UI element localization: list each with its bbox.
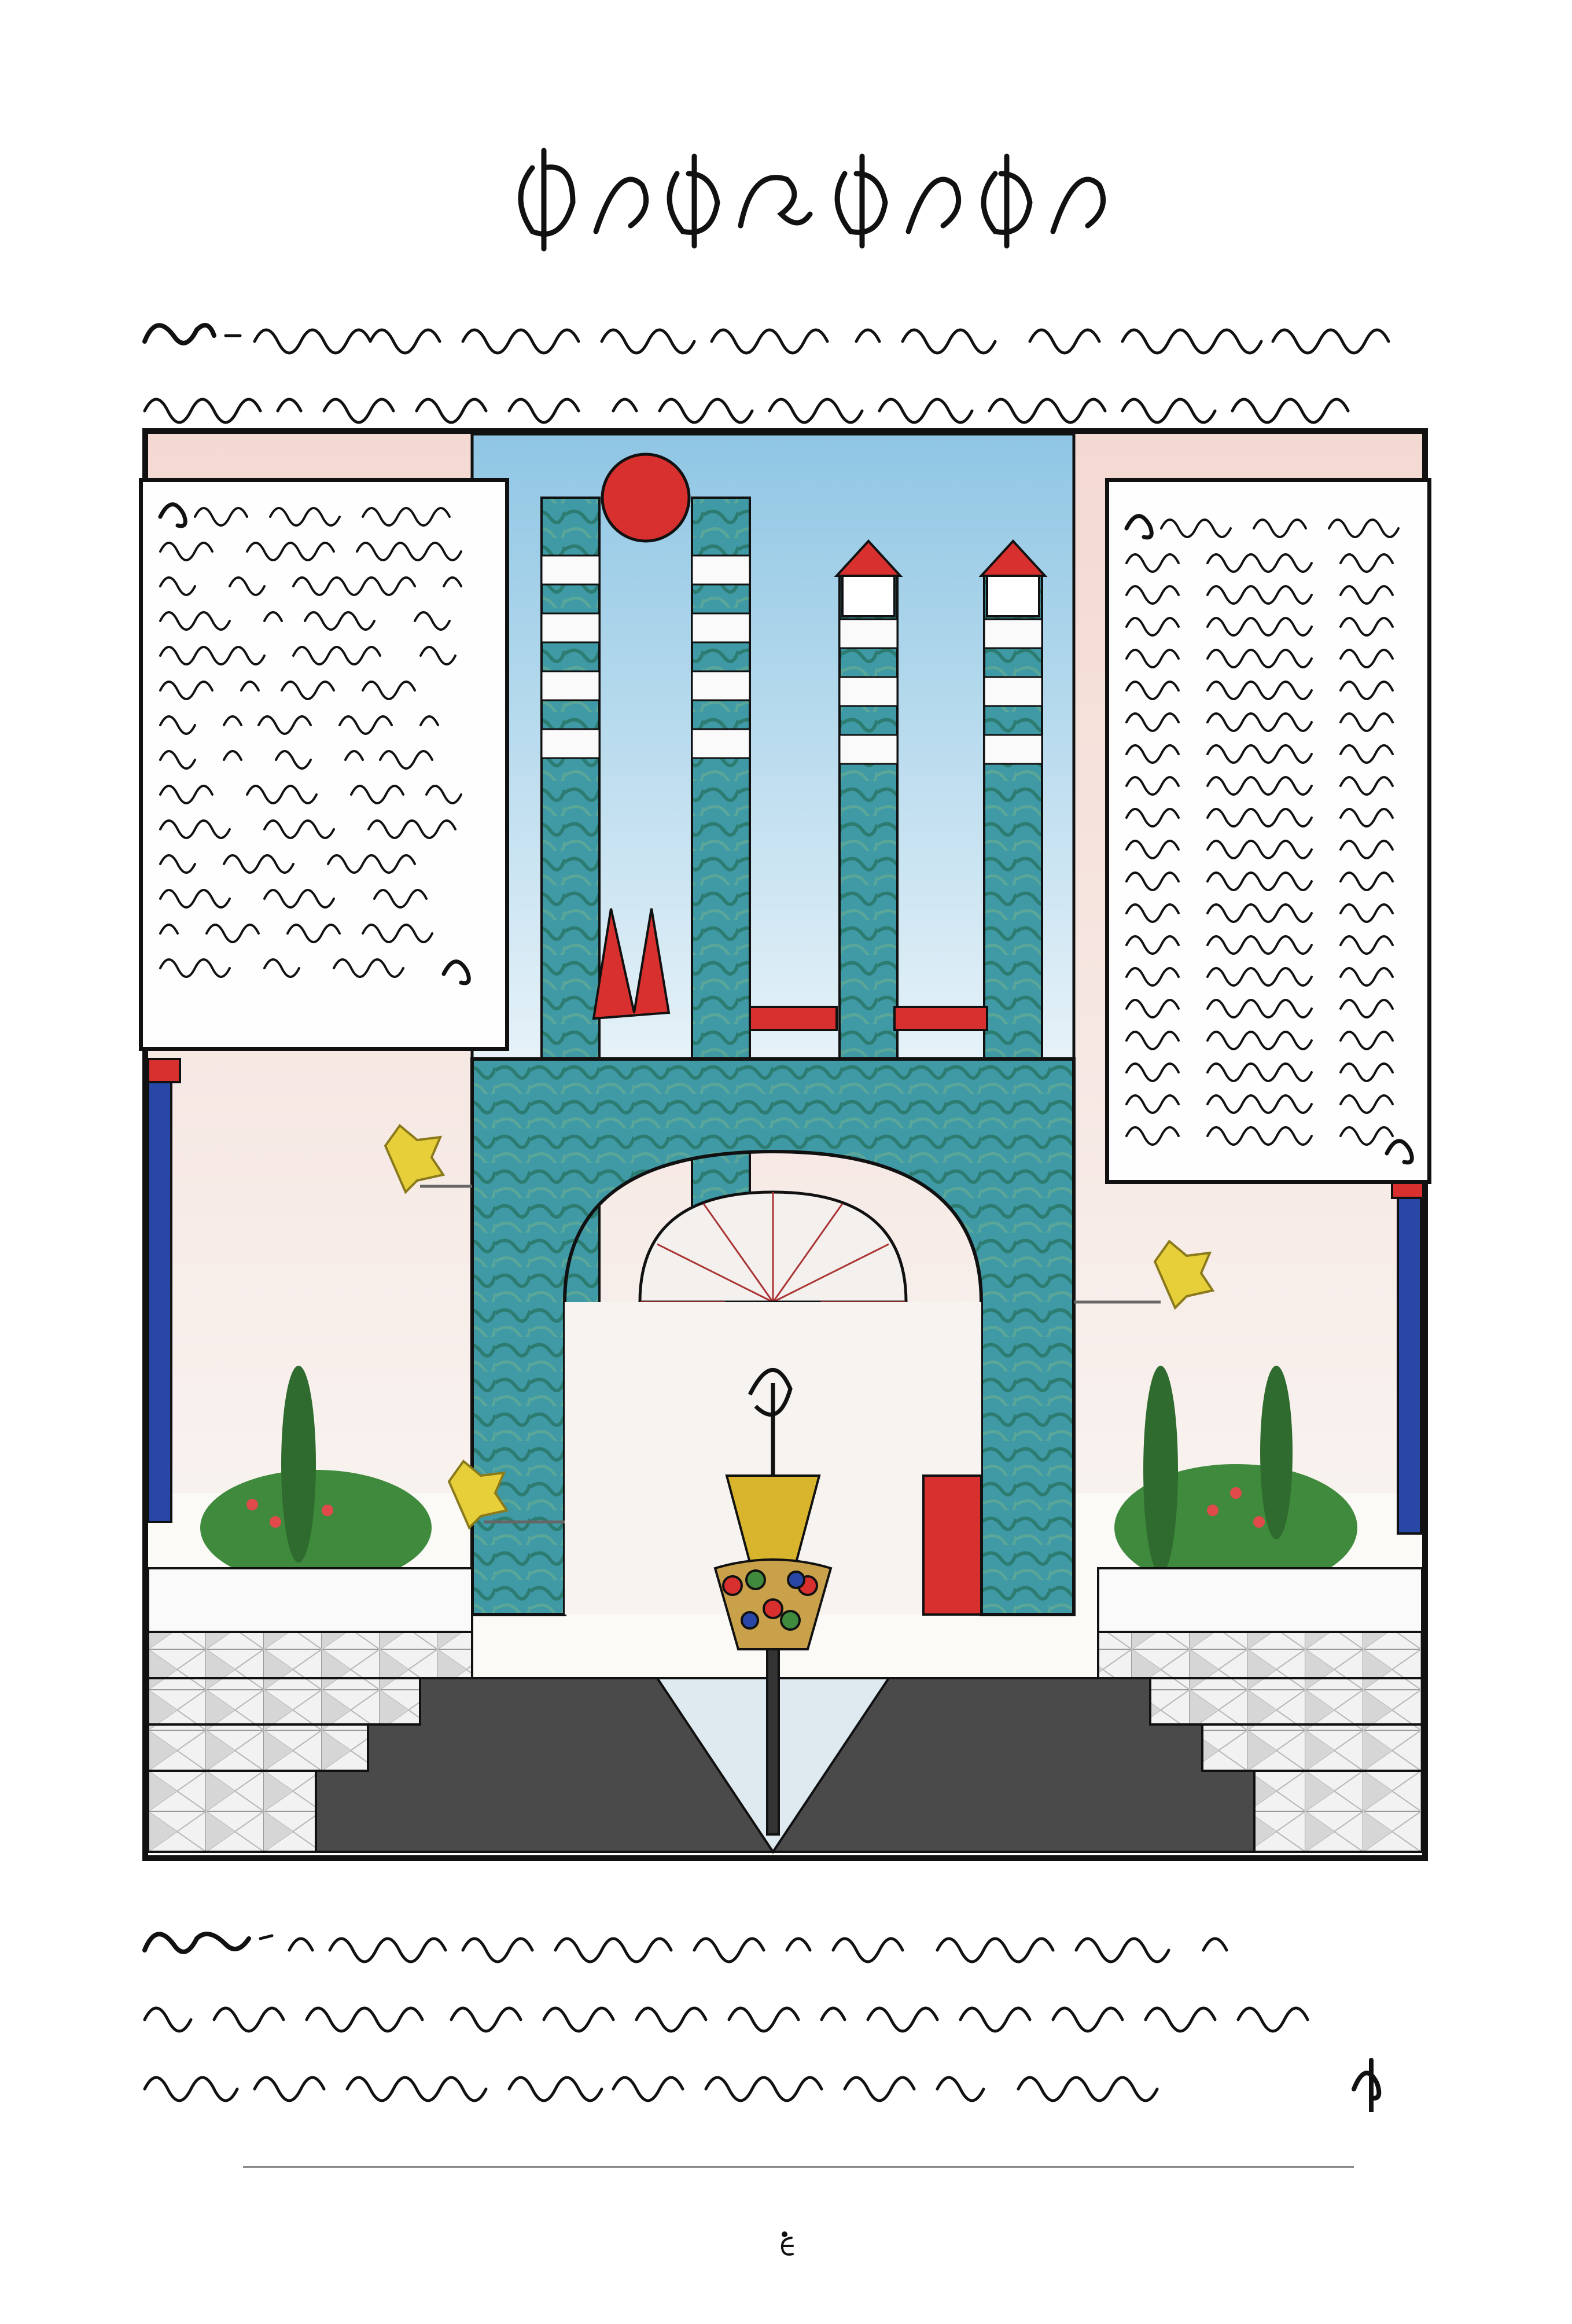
page-title — [0, 139, 1572, 255]
left-text-box-script — [143, 482, 505, 1047]
bottom-text-line-1 — [139, 1910, 1435, 1973]
red-sphere-top — [602, 454, 689, 541]
right-text-box-script — [1109, 482, 1427, 1180]
left-text-box — [139, 478, 509, 1051]
folio-mark — [775, 2231, 798, 2260]
bottom-text-line-3 — [139, 2049, 1435, 2112]
footer-rule — [243, 2166, 1354, 2168]
bottom-text-line-2 — [139, 1979, 1435, 2043]
top-text-line-1 — [139, 301, 1435, 365]
top-text-line-2 — [139, 370, 1435, 434]
right-text-box — [1105, 478, 1431, 1184]
